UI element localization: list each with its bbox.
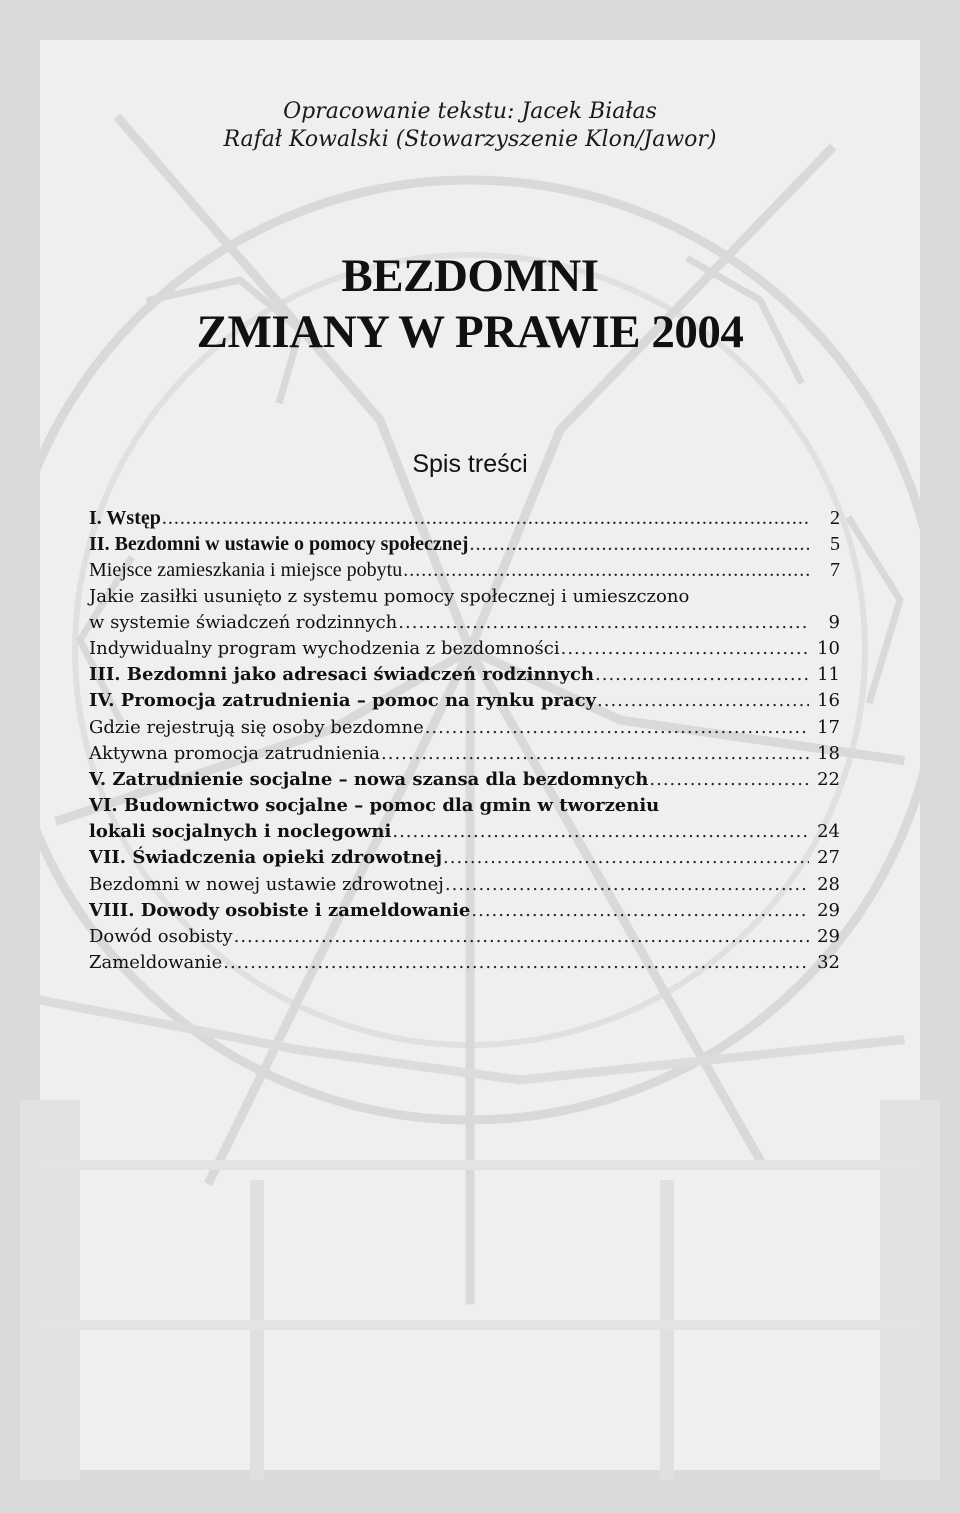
toc-leader bbox=[443, 845, 809, 871]
toc-entry-page: 5 bbox=[830, 533, 840, 556]
toc-entry[interactable] bbox=[89, 557, 840, 583]
toc-entry-line-2[interactable] bbox=[89, 610, 840, 636]
toc-entry-title: Bezdomni w nowej ustawie zdrowotnej bbox=[89, 873, 444, 895]
toc-entry-page: 24 bbox=[817, 821, 840, 843]
title-line-1: BEZDOMNI bbox=[341, 250, 599, 302]
credits-line-2: Rafał Kowalski (Stowarzyszenie Klon/Jawor) bbox=[223, 127, 717, 152]
toc-entry[interactable] bbox=[89, 741, 840, 767]
toc-leader bbox=[223, 950, 809, 976]
toc-entry-page: 22 bbox=[817, 768, 840, 790]
toc-entry-page: 17 bbox=[817, 716, 840, 738]
toc-entry-title: VIII. Dowody osobiste i zameldowanie bbox=[89, 899, 471, 921]
toc-entry-page: 9 bbox=[828, 611, 840, 633]
toc-entry-title: II. Bezdomni w ustawie o pomocy społecznej bbox=[89, 533, 469, 556]
toc-leader bbox=[597, 688, 809, 714]
toc-entry[interactable] bbox=[89, 715, 840, 741]
toc-entry-title: Zameldowanie bbox=[89, 952, 223, 974]
toc-entry-page: 16 bbox=[817, 690, 840, 712]
toc-entry-title-continued: w systemie świadczeń rodzinnych bbox=[89, 611, 398, 633]
toc-entry-line-1[interactable] bbox=[89, 584, 840, 610]
toc-entry-page: 7 bbox=[830, 559, 840, 582]
toc-leader bbox=[425, 715, 809, 741]
toc-leader bbox=[162, 505, 809, 531]
toc-entry-title: III. Bezdomni jako adresaci świadczeń rodzinnych bbox=[89, 664, 594, 686]
toc-entry-page: 27 bbox=[817, 847, 840, 869]
toc-entry-page: 18 bbox=[817, 742, 840, 764]
toc-entry[interactable] bbox=[89, 898, 840, 924]
toc-entry-page: 29 bbox=[817, 926, 840, 947]
toc-entry-title: V. Zatrudnienie socjalne – nowa szansa dla bezdomnych bbox=[89, 768, 649, 790]
toc-leader bbox=[595, 662, 809, 688]
toc-entry-title: Aktywna promocja zatrudnienia bbox=[89, 742, 380, 764]
toc-entry-page: 11 bbox=[817, 664, 840, 686]
toc-leader bbox=[471, 898, 809, 924]
toc-entry[interactable] bbox=[89, 845, 840, 871]
credits bbox=[0, 98, 940, 154]
toc-entry-title: I. Wstęp bbox=[89, 507, 161, 529]
toc-entry[interactable] bbox=[89, 924, 840, 950]
toc-entry-page: 28 bbox=[817, 873, 840, 895]
toc-leader bbox=[445, 872, 809, 898]
toc-entry-title: Jakie zasiłki usunięto z systemu pomocy społecznej i umieszczono bbox=[89, 585, 690, 607]
toc-entry-line-1[interactable] bbox=[89, 793, 840, 819]
toc-entry-page: 10 bbox=[817, 637, 840, 659]
toc-entry-title: IV. Promocja zatrudnienia – pomoc na rynku pracy bbox=[89, 690, 596, 712]
credits-line-1: Opracowanie tekstu: Jacek Białas bbox=[283, 99, 657, 124]
toc-leader bbox=[234, 924, 809, 950]
toc-leader bbox=[403, 557, 809, 583]
toc-entry-page: 29 bbox=[817, 899, 840, 921]
toc-entry-page: 2 bbox=[830, 507, 840, 529]
toc-entry[interactable] bbox=[89, 636, 840, 662]
toc-entry-title: Gdzie rejestrują się osoby bezdomne bbox=[89, 716, 424, 738]
toc-entry-title: Indywidualny program wychodzenia z bezdomności bbox=[89, 637, 560, 659]
toc-entry-title: Dowód osobisty bbox=[89, 926, 233, 947]
toc-leader bbox=[469, 531, 809, 557]
toc-leader bbox=[381, 741, 809, 767]
toc-entry-title-continued: lokali socjalnych i noclegowni bbox=[89, 821, 392, 843]
toc-entry[interactable] bbox=[89, 767, 840, 793]
toc-leader bbox=[392, 819, 809, 845]
toc-leader bbox=[561, 636, 809, 662]
toc-entry-page: 32 bbox=[817, 952, 840, 974]
toc-entry[interactable] bbox=[89, 531, 840, 557]
toc-entry[interactable] bbox=[89, 688, 840, 714]
toc-entry[interactable] bbox=[89, 662, 840, 688]
toc-entry[interactable] bbox=[89, 505, 840, 531]
toc-leader bbox=[398, 610, 809, 636]
title-line-2: ZMIANY W PRAWIE 2004 bbox=[196, 306, 744, 358]
toc-entry[interactable] bbox=[89, 872, 840, 898]
toc-entry-line-2[interactable] bbox=[89, 819, 840, 845]
toc-entry-title: Miejsce zamieszkania i miejsce pobytu bbox=[89, 559, 403, 582]
toc-leader bbox=[649, 767, 809, 793]
toc-entry[interactable] bbox=[89, 950, 840, 976]
toc-heading: Spis treści bbox=[412, 450, 528, 478]
toc-entry-title: VI. Budownictwo socjalne – pomoc dla gmin w tworzeniu bbox=[89, 795, 660, 817]
document-title bbox=[0, 248, 940, 360]
toc-entry-title: VII. Świadczenia opieki zdrowotnej bbox=[89, 847, 443, 869]
table-of-contents bbox=[89, 505, 840, 976]
